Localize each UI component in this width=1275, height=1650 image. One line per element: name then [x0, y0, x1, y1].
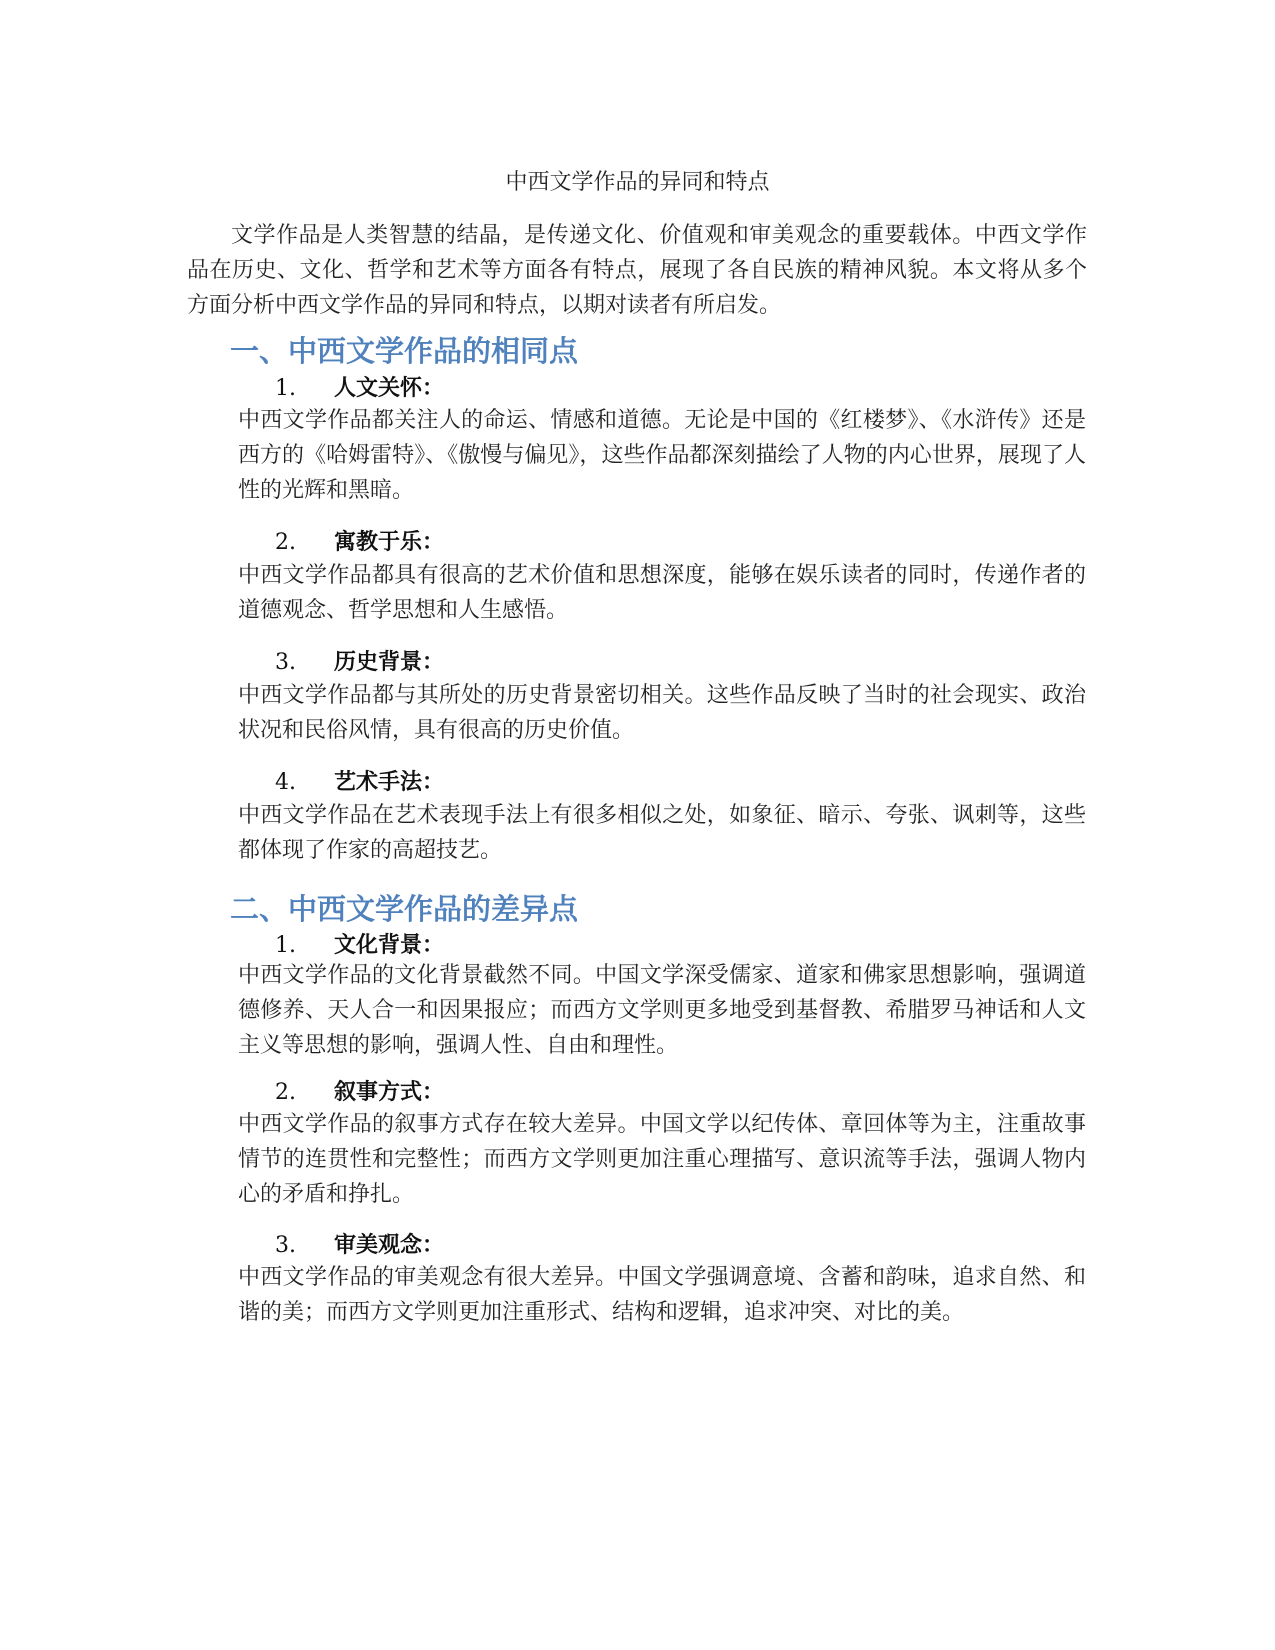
item-heading: [275, 1229, 444, 1262]
item-title: 寓教于乐：: [334, 529, 445, 555]
item-body: 中西文学作品的文化背景截然不同。中国文学深受儒家、道家和佛家思想影响，强调道德修养、天人合一和因果报应；而西方文学则更多地受到基督教、希腊罗马神话和人文主义等思想的影响，强调人性、自由和理性。: [238, 963, 1086, 1058]
item-title: 叙事方式：: [334, 1079, 445, 1105]
item-number: 2.: [275, 1080, 296, 1105]
item-title: 人文关怀：: [334, 375, 445, 401]
item-title: 审美观念：: [334, 1232, 445, 1258]
item-body: 中西文学作品都具有很高的艺术价值和思想深度，能够在娱乐读者的同时，传递作者的道德观念、哲学思想和人生感悟。: [238, 563, 1086, 623]
section-heading-similarities: 一、中西文学作品的相同点: [230, 334, 579, 368]
item-heading: [275, 646, 444, 679]
item-body: 中西文学作品的叙事方式存在较大差异。中国文学以纪传体、章回体等为主，注重故事情节的连贯性和完整性；而西方文学则更加注重心理描写、意识流等手法，强调人物内心的矛盾和挣扎。: [238, 1112, 1086, 1207]
item-number: 4.: [275, 770, 296, 795]
intro-paragraph: 文学作品是人类智慧的结晶，是传递文化、价值观和审美观念的重要载体。中西文学作品在历史、文化、哲学和艺术等方面各有特点，展现了各自民族的精神风貌。本文将从多个方面分析中西文学作品的异同和特点，以期对读者有所启发。: [187, 223, 1087, 318]
item-heading: [275, 526, 444, 559]
document-title: 中西文学作品的异同和特点: [505, 170, 770, 195]
item-number: 1.: [275, 933, 296, 958]
item-number: 3.: [275, 1233, 296, 1258]
item-number: 1.: [275, 376, 296, 401]
item-number: 2.: [275, 530, 296, 555]
item-heading: [275, 372, 444, 405]
item-title: 历史背景：: [334, 649, 445, 675]
item-body: 中西文学作品在艺术表现手法上有很多相似之处，如象征、暗示、夸张、讽刺等，这些都体现了作家的高超技艺。: [238, 803, 1086, 863]
section-heading-differences: 二、中西文学作品的差异点: [230, 892, 579, 926]
item-title: 文化背景：: [334, 932, 445, 958]
item-heading: [275, 1076, 444, 1109]
item-body: 中西文学作品都与其所处的历史背景密切相关。这些作品反映了当时的社会现实、政治状况和民俗风情，具有很高的历史价值。: [238, 683, 1086, 743]
item-body: 中西文学作品都关注人的命运、情感和道德。无论是中国的《红楼梦》、《水浒传》还是西方的《哈姆雷特》、《傲慢与偏见》，这些作品都深刻描绘了人物的内心世界，展现了人性的光辉和黑暗。: [238, 408, 1086, 503]
item-title: 艺术手法：: [334, 769, 445, 795]
item-heading: [275, 766, 444, 799]
item-number: 3.: [275, 650, 296, 675]
item-body: 中西文学作品的审美观念有很大差异。中国文学强调意境、含蓄和韵味，追求自然、和谐的美；而西方文学则更加注重形式、结构和逻辑，追求冲突、对比的美。: [238, 1265, 1086, 1325]
